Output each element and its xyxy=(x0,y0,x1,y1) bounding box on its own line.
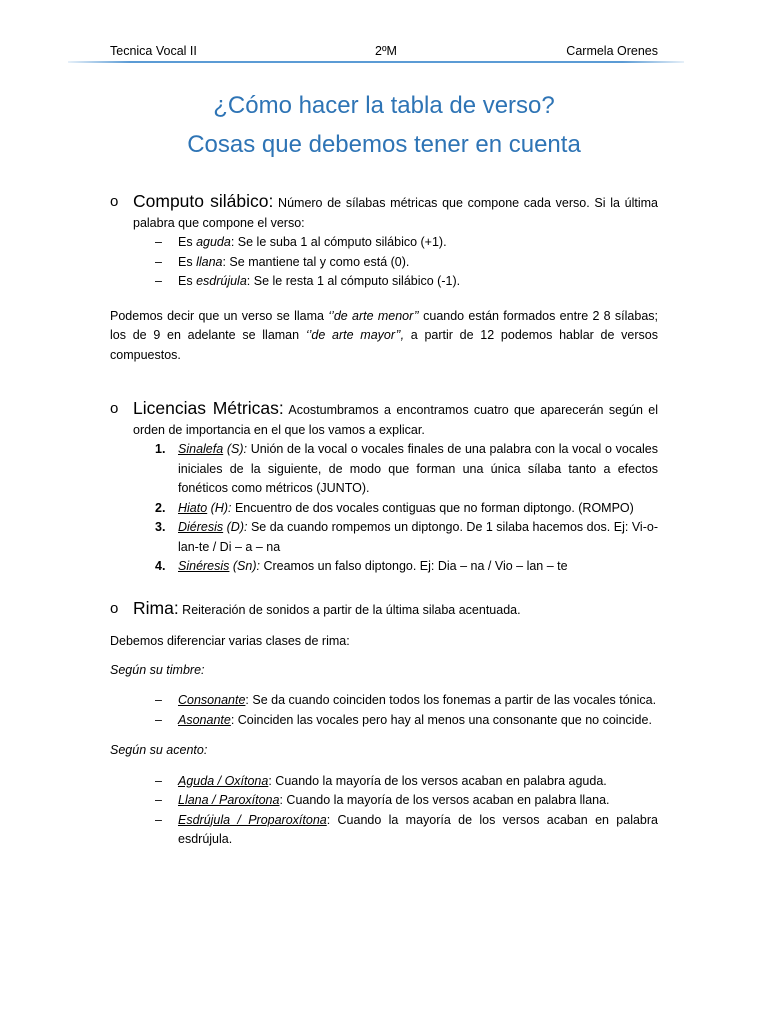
dash-icon: – xyxy=(155,793,162,807)
licencias-list xyxy=(110,440,658,577)
section-text: Número de sílabas métricas que compone cada verso. Si la última palabra que compone el verso: xyxy=(133,196,658,230)
section-licencias xyxy=(110,399,658,440)
section-computo xyxy=(110,192,658,233)
computo-list xyxy=(110,233,658,292)
term: Hiato xyxy=(178,500,208,515)
term: esdrújula xyxy=(196,274,247,288)
page-title: ¿Cómo hacer la tabla de verso? xyxy=(213,92,555,119)
list-item: – Es aguda: Se le suba 1 al cómputo silábico (+1). xyxy=(110,233,658,253)
header-group: 2ºM xyxy=(375,44,397,58)
dash-icon: – xyxy=(155,693,162,707)
verse-paragraph: Podemos decir que un verso se llama ‘’de arte menor’’ cuando están formados entre 2 8 sílabas; los de 9 en adelante se llaman ‘’de arte mayor’’, a partir de 12 podemos hablar de versos compuestos. xyxy=(110,308,658,362)
term: Esdrújula / Proparoxítona xyxy=(178,812,327,827)
term: Consonante xyxy=(178,693,246,707)
header-course: Tecnica Vocal II xyxy=(110,44,197,58)
dash-icon: – xyxy=(155,812,162,827)
list-item: – Asonante: Coinciden las vocales pero hay al menos una consonante que no coincide. xyxy=(110,711,658,731)
term: Sinéresis xyxy=(178,559,230,573)
bullet-icon: o xyxy=(110,193,119,210)
header-divider xyxy=(68,61,684,63)
bullet-icon: o xyxy=(110,599,119,617)
list-item: – Es esdrújula: Se le resta 1 al cómputo silábico (-1). xyxy=(110,272,658,292)
list-item: – Esdrújula / Proparoxítona: Cuando la mayoría de los versos acaban en palabra esdrújula. xyxy=(155,812,658,846)
section-heading: Licencias Métricas: xyxy=(133,398,284,418)
section-text: Acostumbramos a encontramos cuatro que aparecerán según el orden de importancia en el que los vamos a explicar. xyxy=(133,403,658,437)
rima-intro: Debemos diferenciar varias clases de rima: xyxy=(110,634,350,648)
term: llana xyxy=(196,254,223,269)
subsection-label: Según su timbre: xyxy=(110,662,205,677)
acento-list xyxy=(110,772,658,850)
dash-icon: – xyxy=(155,254,162,269)
dash-icon: – xyxy=(155,773,162,788)
term: aguda xyxy=(196,235,231,249)
list-item: – Aguda / Oxítona: Cuando la mayoría de los versos acaban en palabra aguda. xyxy=(110,772,658,792)
list-item: 4. Sinéresis (Sn): Creamos un falso diptongo. Ej: Dia – na / Vio – lan – te xyxy=(155,559,568,573)
document-body xyxy=(110,190,658,850)
list-item: 1. Sinalefa (S): Unión de la vocal o vocales finales de una palabra con la vocal o vocales iniciales de la siguiente, de modo que forman una única sílaba tanto a efectos fonéticos como métricos (JUNTO). xyxy=(155,442,658,495)
bullet-icon: o xyxy=(110,400,119,417)
dash-icon: – xyxy=(155,712,162,727)
section-heading: Computo silábico: xyxy=(133,191,274,211)
list-item: – Llana / Paroxítona: Cuando la mayoría de los versos acaban en palabra llana. xyxy=(110,791,658,811)
timbre-list xyxy=(110,691,658,730)
list-item: 2. Hiato (H): Encuentro de dos vocales contiguas que no forman diptongo. (ROMPO) xyxy=(155,500,634,515)
term: Asonante xyxy=(178,712,231,727)
section-rima xyxy=(110,599,658,621)
section-text: Reiteración de sonidos a partir de la última silaba acentuada. xyxy=(178,602,521,617)
section-heading: Rima: xyxy=(133,597,179,618)
dash-icon: – xyxy=(155,235,162,249)
page-subtitle: Cosas que debemos tener en cuenta xyxy=(187,131,581,158)
subsection-label: Según su acento: xyxy=(110,743,208,757)
header-author: Carmela Orenes xyxy=(566,44,658,58)
term: Aguda / Oxítona xyxy=(178,773,269,788)
term: Llana / Paroxítona xyxy=(178,793,280,807)
list-item: – Es llana: Se mantiene tal y como está (0). xyxy=(110,253,658,273)
list-item: 3. Diéresis (D): Se da cuando rompemos un diptongo. De 1 silaba hacemos dos. Ej: Vi-o-lan-te / Di – a – na xyxy=(155,520,658,554)
page-header xyxy=(110,42,658,62)
term: Diéresis xyxy=(178,520,224,534)
list-item: – Consonante: Se da cuando coinciden todos los fonemas a partir de las vocales tónica. xyxy=(110,691,658,711)
dash-icon: – xyxy=(155,274,162,288)
term: Sinalefa xyxy=(178,442,224,456)
